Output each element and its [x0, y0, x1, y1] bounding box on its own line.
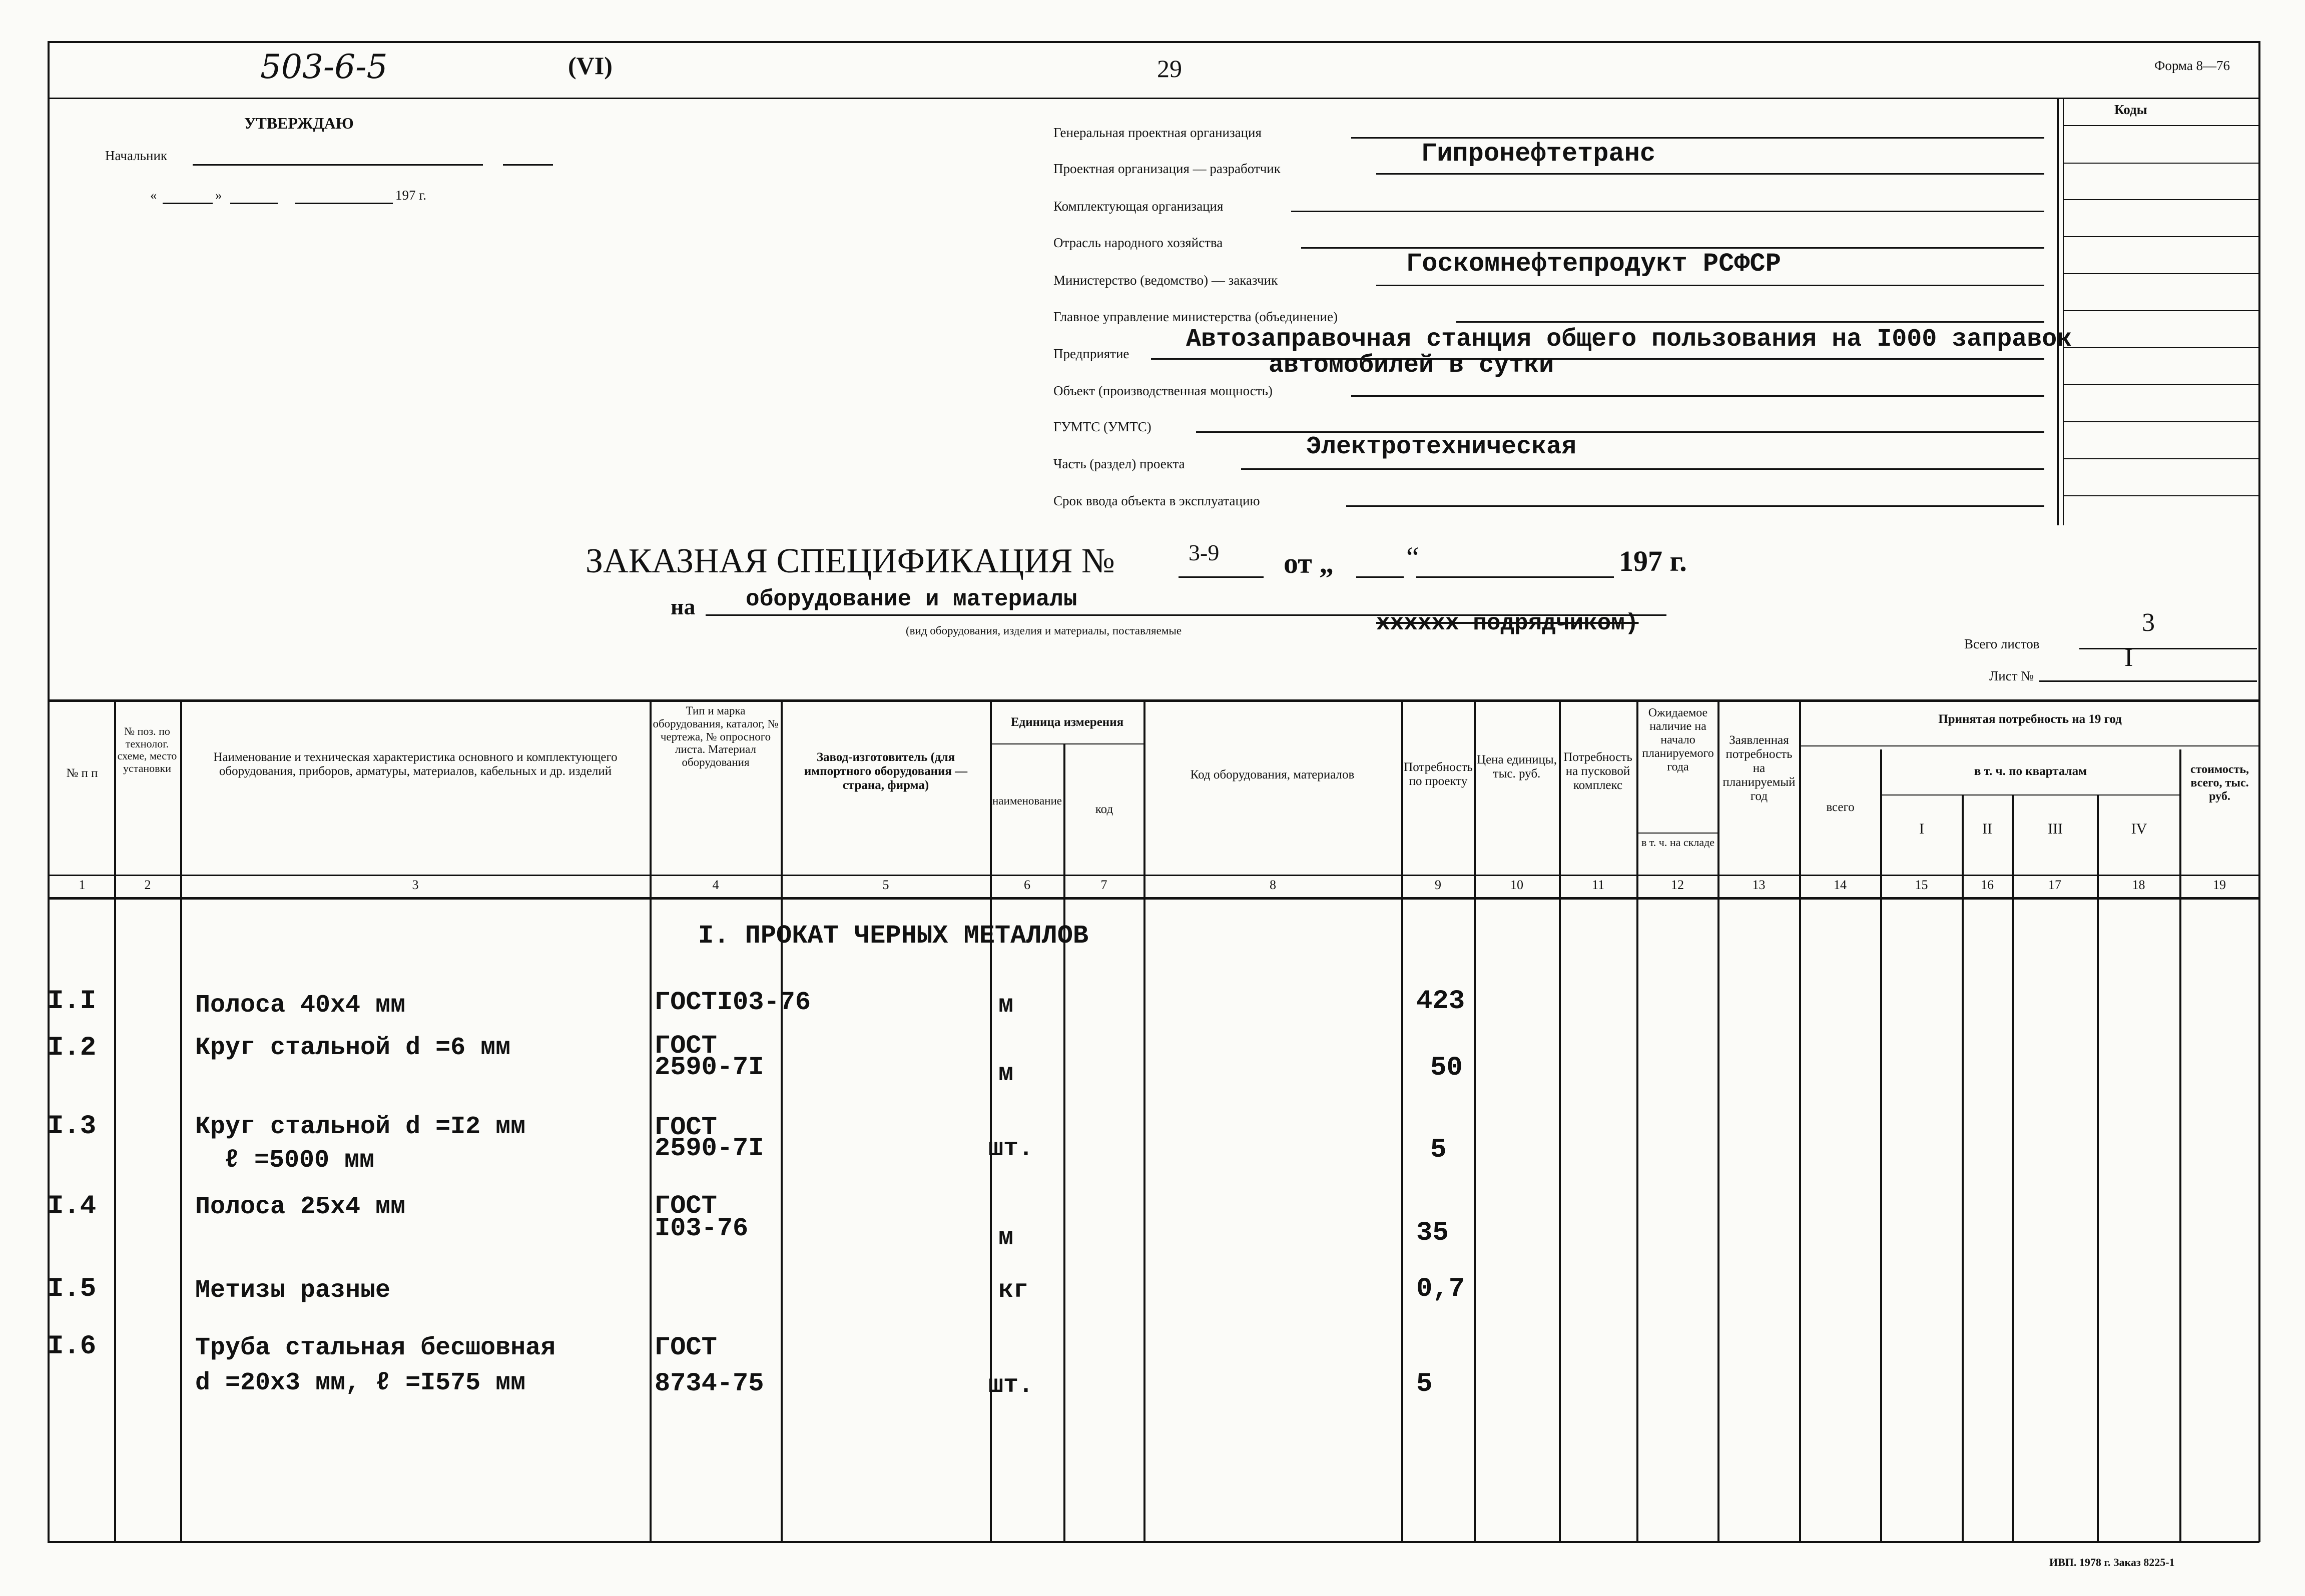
row-2-number: I.2	[48, 1033, 97, 1063]
row-4-number: I.4	[48, 1191, 97, 1222]
row-1-quantity: 423	[1416, 986, 1465, 1017]
field-label-project-part: Часть (раздел) проекта	[1053, 456, 1185, 471]
sheet-number: I	[2124, 643, 2133, 672]
sheets-total: 3	[2142, 608, 2155, 637]
col-header-quarters: в т. ч. по кварталам	[1974, 764, 2087, 778]
col-header-q1: I	[1919, 821, 1924, 837]
row-5-unit: кг	[998, 1276, 1029, 1305]
spec-for-label: на	[671, 594, 696, 619]
col-header-unit-price: Цена единицы, тыс. руб.	[1477, 753, 1557, 780]
spec-number: 3-9	[1189, 540, 1220, 565]
row-3-number: I.3	[48, 1111, 97, 1142]
project-code: 503-6-5	[260, 48, 388, 86]
field-value-design-org: Гипронефтетранс	[1421, 139, 1656, 169]
col-num-5: 5	[882, 878, 889, 892]
row-4-type: ГОСТ	[655, 1191, 717, 1221]
col-num-4: 4	[712, 878, 719, 892]
codes-label: Коды	[2114, 102, 2147, 117]
col-header-q3: III	[2048, 821, 2063, 837]
col-header-need-project: Потребность по проекту	[1404, 760, 1473, 788]
row-4-type-line2: I03-76	[655, 1214, 749, 1243]
col-header-cost: стоимость, всего, тыс. руб.	[2190, 763, 2249, 803]
row-6-unit: шт.	[988, 1371, 1034, 1400]
spec-title: ЗАКАЗНАЯ СПЕЦИФИКАЦИЯ №	[586, 542, 1115, 580]
row-2-name: Круг стальной d =6 мм	[195, 1034, 511, 1062]
field-label-object: Объект (производственная мощность)	[1053, 383, 1273, 398]
col-num-8: 8	[1270, 878, 1276, 892]
field-label-industry: Отрасль народного хозяйства	[1053, 235, 1223, 250]
col-num-13: 13	[1752, 878, 1766, 892]
row-1-name: Полоса 40х4 мм	[195, 991, 406, 1020]
col-num-12: 12	[1671, 878, 1684, 892]
col-header-q4: IV	[2131, 821, 2147, 837]
col-num-17: 17	[2048, 878, 2061, 892]
row-3-name: Круг стальной d =I2 мм	[195, 1113, 526, 1141]
row-5-quantity: 0,7	[1416, 1274, 1465, 1304]
spec-caption: (вид оборудования, изделия и материалы, поставляемые	[906, 624, 1182, 637]
row-5-name: Метизы разные	[195, 1276, 391, 1305]
field-label-commissioning: Срок ввода объекта в эксплуатацию	[1053, 493, 1260, 508]
row-3-type: ГОСТ	[655, 1113, 717, 1142]
col-header-manufacturer: Завод-изготовитель (для импортного оборудования — страна, фирма)	[804, 750, 968, 792]
row-5-number: I.5	[48, 1274, 97, 1304]
col-header-total: всего	[1826, 801, 1855, 814]
field-label-design-org: Проектная организация — разработчик	[1053, 161, 1281, 176]
col-num-3: 3	[412, 878, 419, 892]
col-header-unit-name: наименование	[992, 794, 1062, 807]
row-6-name: Труба стальная бесшовная	[195, 1334, 556, 1362]
field-value-ministry: Госкомнефтепродукт РСФСР	[1406, 249, 1781, 279]
col-num-15: 15	[1915, 878, 1928, 892]
col-header-row-number: № п п	[66, 766, 98, 780]
col-num-1: 1	[79, 878, 86, 892]
col-num-14: 14	[1834, 878, 1847, 892]
field-label-supply-org: Комплектующая организация	[1053, 199, 1224, 214]
spec-date-quote: “	[1406, 541, 1419, 573]
col-header-unit-code: код	[1095, 803, 1113, 816]
col-header-type: Тип и марка оборудования, каталог, № чертежа, № опросного листа. Материал оборудования	[653, 704, 779, 768]
row-6-type: ГОСТ	[655, 1333, 717, 1362]
row-3-name-line2: ℓ =5000 мм	[224, 1146, 375, 1175]
field-value-enterprise: Автозаправочная станция общего пользования на I000 заправок	[1186, 325, 2072, 354]
spec-date-from: от „	[1284, 547, 1334, 579]
row-3-unit: шт.	[988, 1135, 1034, 1163]
spec-supplier: xxxxxx подрядчиком)	[1376, 610, 1639, 636]
row-1-unit: м	[998, 991, 1014, 1020]
col-num-16: 16	[1981, 878, 1994, 892]
col-header-unit-group: Единица измерения	[1010, 715, 1124, 729]
col-header-position: № поз. по технолог. схеме, место установки	[117, 725, 177, 774]
row-2-type-line2: 2590-7I	[655, 1053, 764, 1082]
form-number: Форма 8—76	[2154, 58, 2230, 73]
field-value-object: автомобилей в сутки	[1269, 351, 1554, 380]
field-label-gumts: ГУМТС (УМТС)	[1053, 419, 1151, 434]
col-header-accepted-need: Принятая потребность на 19 год	[1938, 712, 2122, 726]
col-num-11: 11	[1591, 878, 1605, 892]
row-4-name: Полоса 25х4 мм	[195, 1193, 406, 1221]
section-heading: I. ПРОКАТ ЧЕРНЫХ МЕТАЛЛОВ	[698, 921, 1089, 951]
field-label-ministry: Министерство (ведомство) — заказчик	[1053, 273, 1278, 288]
col-header-launch-need: Потребность на пусковой комплекс	[1563, 750, 1632, 792]
volume-number: (VI)	[568, 52, 613, 80]
approval-title: УТВЕРЖДАЮ	[244, 114, 354, 132]
row-3-type-line2: 2590-7I	[655, 1134, 764, 1163]
approval-date-close: »	[215, 188, 222, 203]
col-header-name: Наименование и техническая характеристика основного и комплектующего оборудования, приборов, арматуры, материалов, кабельных и др. изделий	[213, 750, 618, 778]
row-1-number: I.I	[48, 986, 97, 1017]
col-num-10: 10	[1510, 878, 1523, 892]
row-1-type: ГОСТI03-76	[655, 988, 811, 1017]
field-label-enterprise: Предприятие	[1053, 346, 1129, 361]
row-6-name-line2: d =20х3 мм, ℓ =I575 мм	[195, 1369, 526, 1397]
row-6-type-line2: 8734-75	[655, 1369, 764, 1398]
col-header-q2: II	[1982, 821, 1992, 837]
col-header-declared-need: Заявленная потребность на планируемый год	[1722, 733, 1796, 803]
page-number: 29	[1157, 55, 1182, 83]
row-6-quantity: 5	[1416, 1369, 1433, 1399]
row-2-type: ГОСТ	[655, 1031, 717, 1061]
col-num-2: 2	[144, 878, 151, 892]
field-label-general-org: Генеральная проектная организация	[1053, 125, 1262, 140]
col-header-expected-stock: Ожидаемое наличие на начало планируемого года	[1642, 706, 1714, 773]
row-6-number: I.6	[48, 1331, 97, 1362]
col-num-19: 19	[2213, 878, 2226, 892]
field-value-project-part: Электротехническая	[1306, 433, 1577, 461]
field-label-main-dept: Главное управление министерства (объединение)	[1053, 309, 1338, 324]
row-4-unit: м	[998, 1224, 1014, 1252]
col-num-18: 18	[2132, 878, 2145, 892]
col-num-7: 7	[1100, 878, 1107, 892]
col-num-9: 9	[1435, 878, 1441, 892]
row-3-quantity: 5	[1430, 1135, 1447, 1165]
sheet-number-label: Лист №	[1989, 668, 2034, 683]
spec-subject: оборудование и материалы	[746, 586, 1077, 612]
approval-boss-label: Начальник	[105, 148, 168, 163]
print-footer: ИВП. 1978 г. Заказ 8225-1	[2049, 1556, 2175, 1568]
sheets-total-label: Всего листов	[1964, 636, 2040, 651]
row-2-quantity: 50	[1430, 1053, 1463, 1083]
col-header-material-code: Код оборудования, материалов	[1190, 768, 1355, 781]
row-2-unit: м	[998, 1060, 1014, 1088]
spec-year: 197 г.	[1619, 545, 1687, 577]
approval-year: 197 г.	[395, 188, 427, 203]
row-4-quantity: 35	[1416, 1218, 1449, 1248]
col-header-in-warehouse: в т. ч. на складе	[1641, 836, 1715, 849]
approval-date-open: «	[150, 188, 157, 203]
col-num-6: 6	[1024, 878, 1030, 892]
